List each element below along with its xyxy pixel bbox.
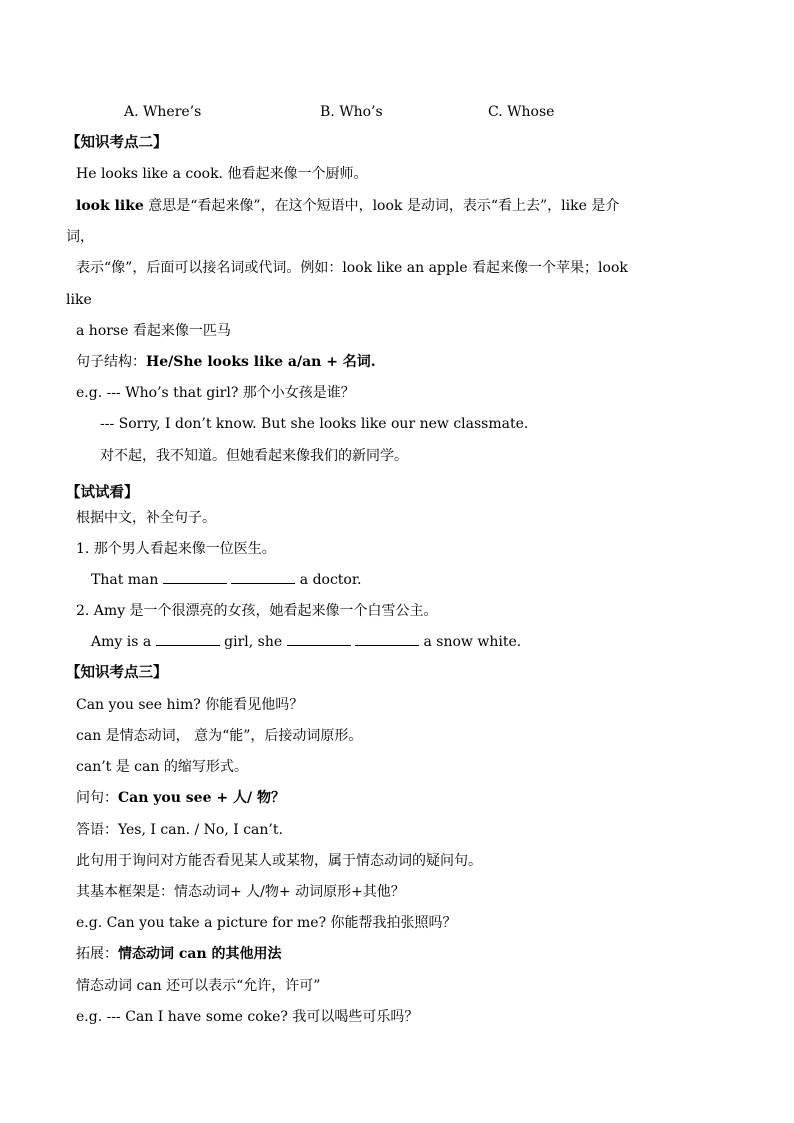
blank-field[interactable]	[156, 633, 220, 646]
kp2-example: He looks like a cook. 他看起来像一个厨师。	[76, 166, 368, 182]
kp2-structure	[76, 353, 376, 371]
option-b: B. Who’s	[320, 104, 383, 120]
blank-field[interactable]	[163, 571, 227, 584]
kp3-ext-label: 拓展：	[76, 946, 118, 962]
kp2-structure-pattern: He/She looks like a/an + 名词.	[146, 354, 376, 370]
kp2-explain1-text: 意思是“看起来像”，在这个短语中，look 是动词，表示“看上去”，like 是介	[143, 198, 620, 214]
kp2-eg-line2: --- Sorry, I don’t know. But she looks like our new classmate.	[100, 416, 529, 432]
kp3-question-pattern: Can you see + 人/ 物？	[118, 790, 285, 806]
try-answer-2-end: a snow white.	[423, 634, 522, 650]
try-answer-1-end: a doctor.	[299, 572, 362, 588]
try-answer-1	[91, 571, 361, 589]
kp2-explain2-tail: like	[66, 292, 92, 308]
kp3-line2: can 是情态动词， 意为“能”，后接动词原形。	[76, 728, 363, 744]
try-answer-1-start: That man	[91, 572, 159, 588]
kp3-ext-line: 情态动词 can 还可以表示“允许，许可”	[76, 978, 321, 994]
option-c: C. Whose	[488, 104, 555, 120]
try-answer-2	[91, 633, 521, 651]
kp2-explain-line3: a horse 看起来像一匹马	[76, 323, 231, 339]
kp3-extension	[76, 945, 282, 963]
blank-field[interactable]	[231, 571, 295, 584]
kp3-answer: 答语：Yes, I can. / No, I can’t.	[76, 822, 283, 838]
kp3-question	[76, 789, 285, 807]
kp2-eg-line1: e.g. --- Who’s that girl? 那个小女孩是谁？	[76, 385, 355, 401]
blank-field[interactable]	[287, 633, 351, 646]
section-heading-kp3: 【知识考点三】	[66, 664, 168, 681]
section-heading-kp2: 【知识考点二】	[66, 134, 168, 151]
kp2-structure-label: 句子结构：	[76, 354, 146, 370]
kp3-line3: can’t 是 can 的缩写形式。	[76, 759, 248, 775]
blank-field[interactable]	[355, 633, 419, 646]
kp2-explain1-tail: 词，	[66, 229, 94, 245]
try-question-2: 2. Amy 是一个很漂亮的女孩，她看起来像一个白雪公主。	[76, 603, 438, 619]
kp3-question-label: 问句：	[76, 790, 118, 806]
try-instruction: 根据中文，补全句子。	[76, 510, 216, 526]
section-heading-try: 【试试看】	[66, 484, 139, 501]
kp2-explain-line2: 表示“像”，后面可以接名词或代词。例如：look like an apple 看起来像一个苹果；look	[76, 260, 628, 276]
kp2-eg-line3: 对不起，我不知道。但她看起来像我们的新同学。	[100, 448, 408, 464]
kp3-line1: Can you see him? 你能看见他吗？	[76, 697, 304, 713]
kp2-term: look like	[76, 198, 144, 214]
kp2-explain-line1	[76, 197, 619, 215]
kp3-eg: e.g. Can you take a picture for me? 你能帮我拍张照吗？	[76, 915, 457, 931]
kp3-ext-eg: e.g. --- Can I have some coke? 我可以喝些可乐吗？	[76, 1009, 419, 1025]
kp3-ext-title: 情态动词 can 的其他用法	[118, 946, 282, 962]
kp3-usage: 此句用于询问对方能否看见某人或某物，属于情态动词的疑问句。	[76, 853, 482, 869]
try-answer-2-start: Amy is a	[91, 634, 152, 650]
try-answer-2-mid: girl, she	[224, 634, 283, 650]
try-question-1: 1. 那个男人看起来像一位医生。	[76, 541, 276, 557]
kp3-frame: 其基本框架是：情态动词+ 人/物+ 动词原形+其他？	[76, 884, 405, 900]
option-a: A. Where’s	[124, 104, 202, 120]
